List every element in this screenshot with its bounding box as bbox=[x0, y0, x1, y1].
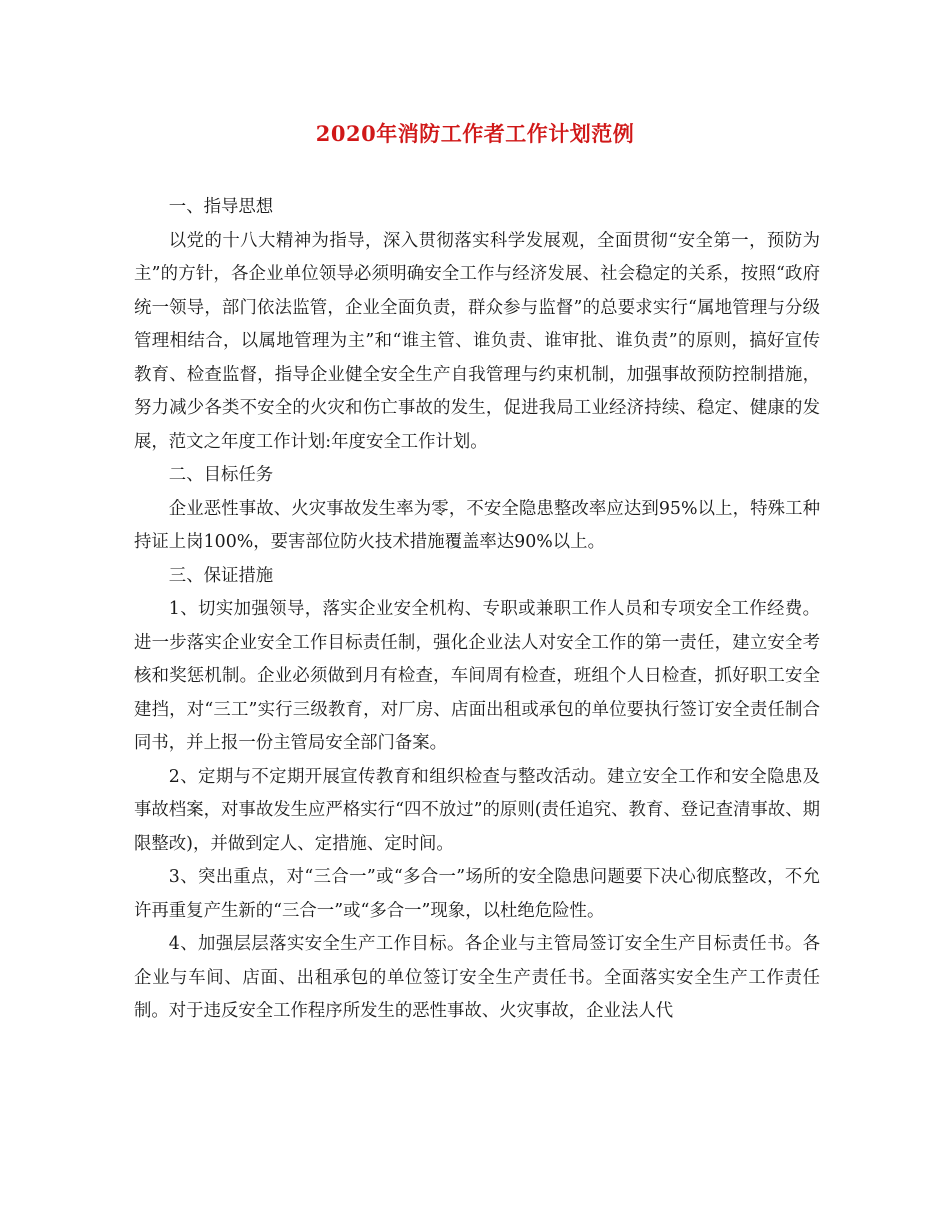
section-heading-measures: 三、保证措施 bbox=[168, 565, 274, 586]
document-title: 2020年消防工作者工作计划范例 bbox=[315, 121, 635, 146]
paragraph-measure-4: 4、加强层层落实安全生产工作目标。各企业与主管局签订安全生产目标责任书。各企业与车间、店面、出租承包的单位签订安全生产责任书。全面落实安全生产工作责任制。对于违反安全工作程序所发生的恶性事故、火灾事故，企业法人代 bbox=[134, 934, 820, 1021]
paragraph-targets: 企业恶性事故、火灾事故发生率为零，不安全隐患整改率应达到95%以上，特殊工种持证上岗100%，要害部位防火技术措施覆盖率达90%以上。 bbox=[134, 498, 820, 552]
section-heading-guiding-ideology: 一、指导思想 bbox=[168, 197, 274, 217]
paragraph-guiding-ideology: 以党的十八大精神为指导，深入贯彻落实科学发展观，全面贯彻“安全第一，预防为主”的方针，各企业单位领导必须明确安全工作与经济发展、社会稳定的关系，按照“政府统一领导，部门依法监管，企业全面负责，群众参与监督”的总要求实行“属地管理与分级管理相结合，以属地管理为主”和“谁主管、谁负责、谁审批、谁负责”的原则，搞好宣传教育、检查监督，指导企业健全安全生产自我管理与约束机制，加强事故预防控制措施，努力减少各类不安全的火灾和伤亡事故的发生，促进我局工业经济持续、稳定、健康的发展，范文之年度工作计划:年度安全工作计划。 bbox=[134, 230, 820, 452]
paragraph-measure-3: 3、突出重点，对“三合一”或“多合一”场所的安全隐患问题要下决心彻底整改，不允许再重复产生新的“三合一”或“多合一”现象，以杜绝危险性。 bbox=[134, 867, 820, 921]
section-heading-targets: 二、目标任务 bbox=[168, 465, 274, 485]
paragraph-measure-1: 1、切实加强领导，落实企业安全机构、专职或兼职工作人员和专项安全工作经费。进一步落实企业安全工作目标责任制，强化企业法人对安全工作的第一责任，建立安全考核和奖惩机制。企业必须做到月有检查，车间周有检查，班组个人日检查，抓好职工安全建挡，对“三工”实行三级教育，对厂房、店面出租或承包的单位要执行签订安全责任制合同书，并上报一份主管局安全部门备案。 bbox=[134, 599, 820, 753]
paragraph-measure-2: 2、定期与不定期开展宣传教育和组织检查与整改活动。建立安全工作和安全隐患及事故档案，对事故发生应严格实行“四不放过”的原则(责任追究、教育、登记查清事故、期限整改)，并做到定人、定措施、定时间。 bbox=[134, 766, 820, 854]
document-body bbox=[134, 191, 820, 1029]
